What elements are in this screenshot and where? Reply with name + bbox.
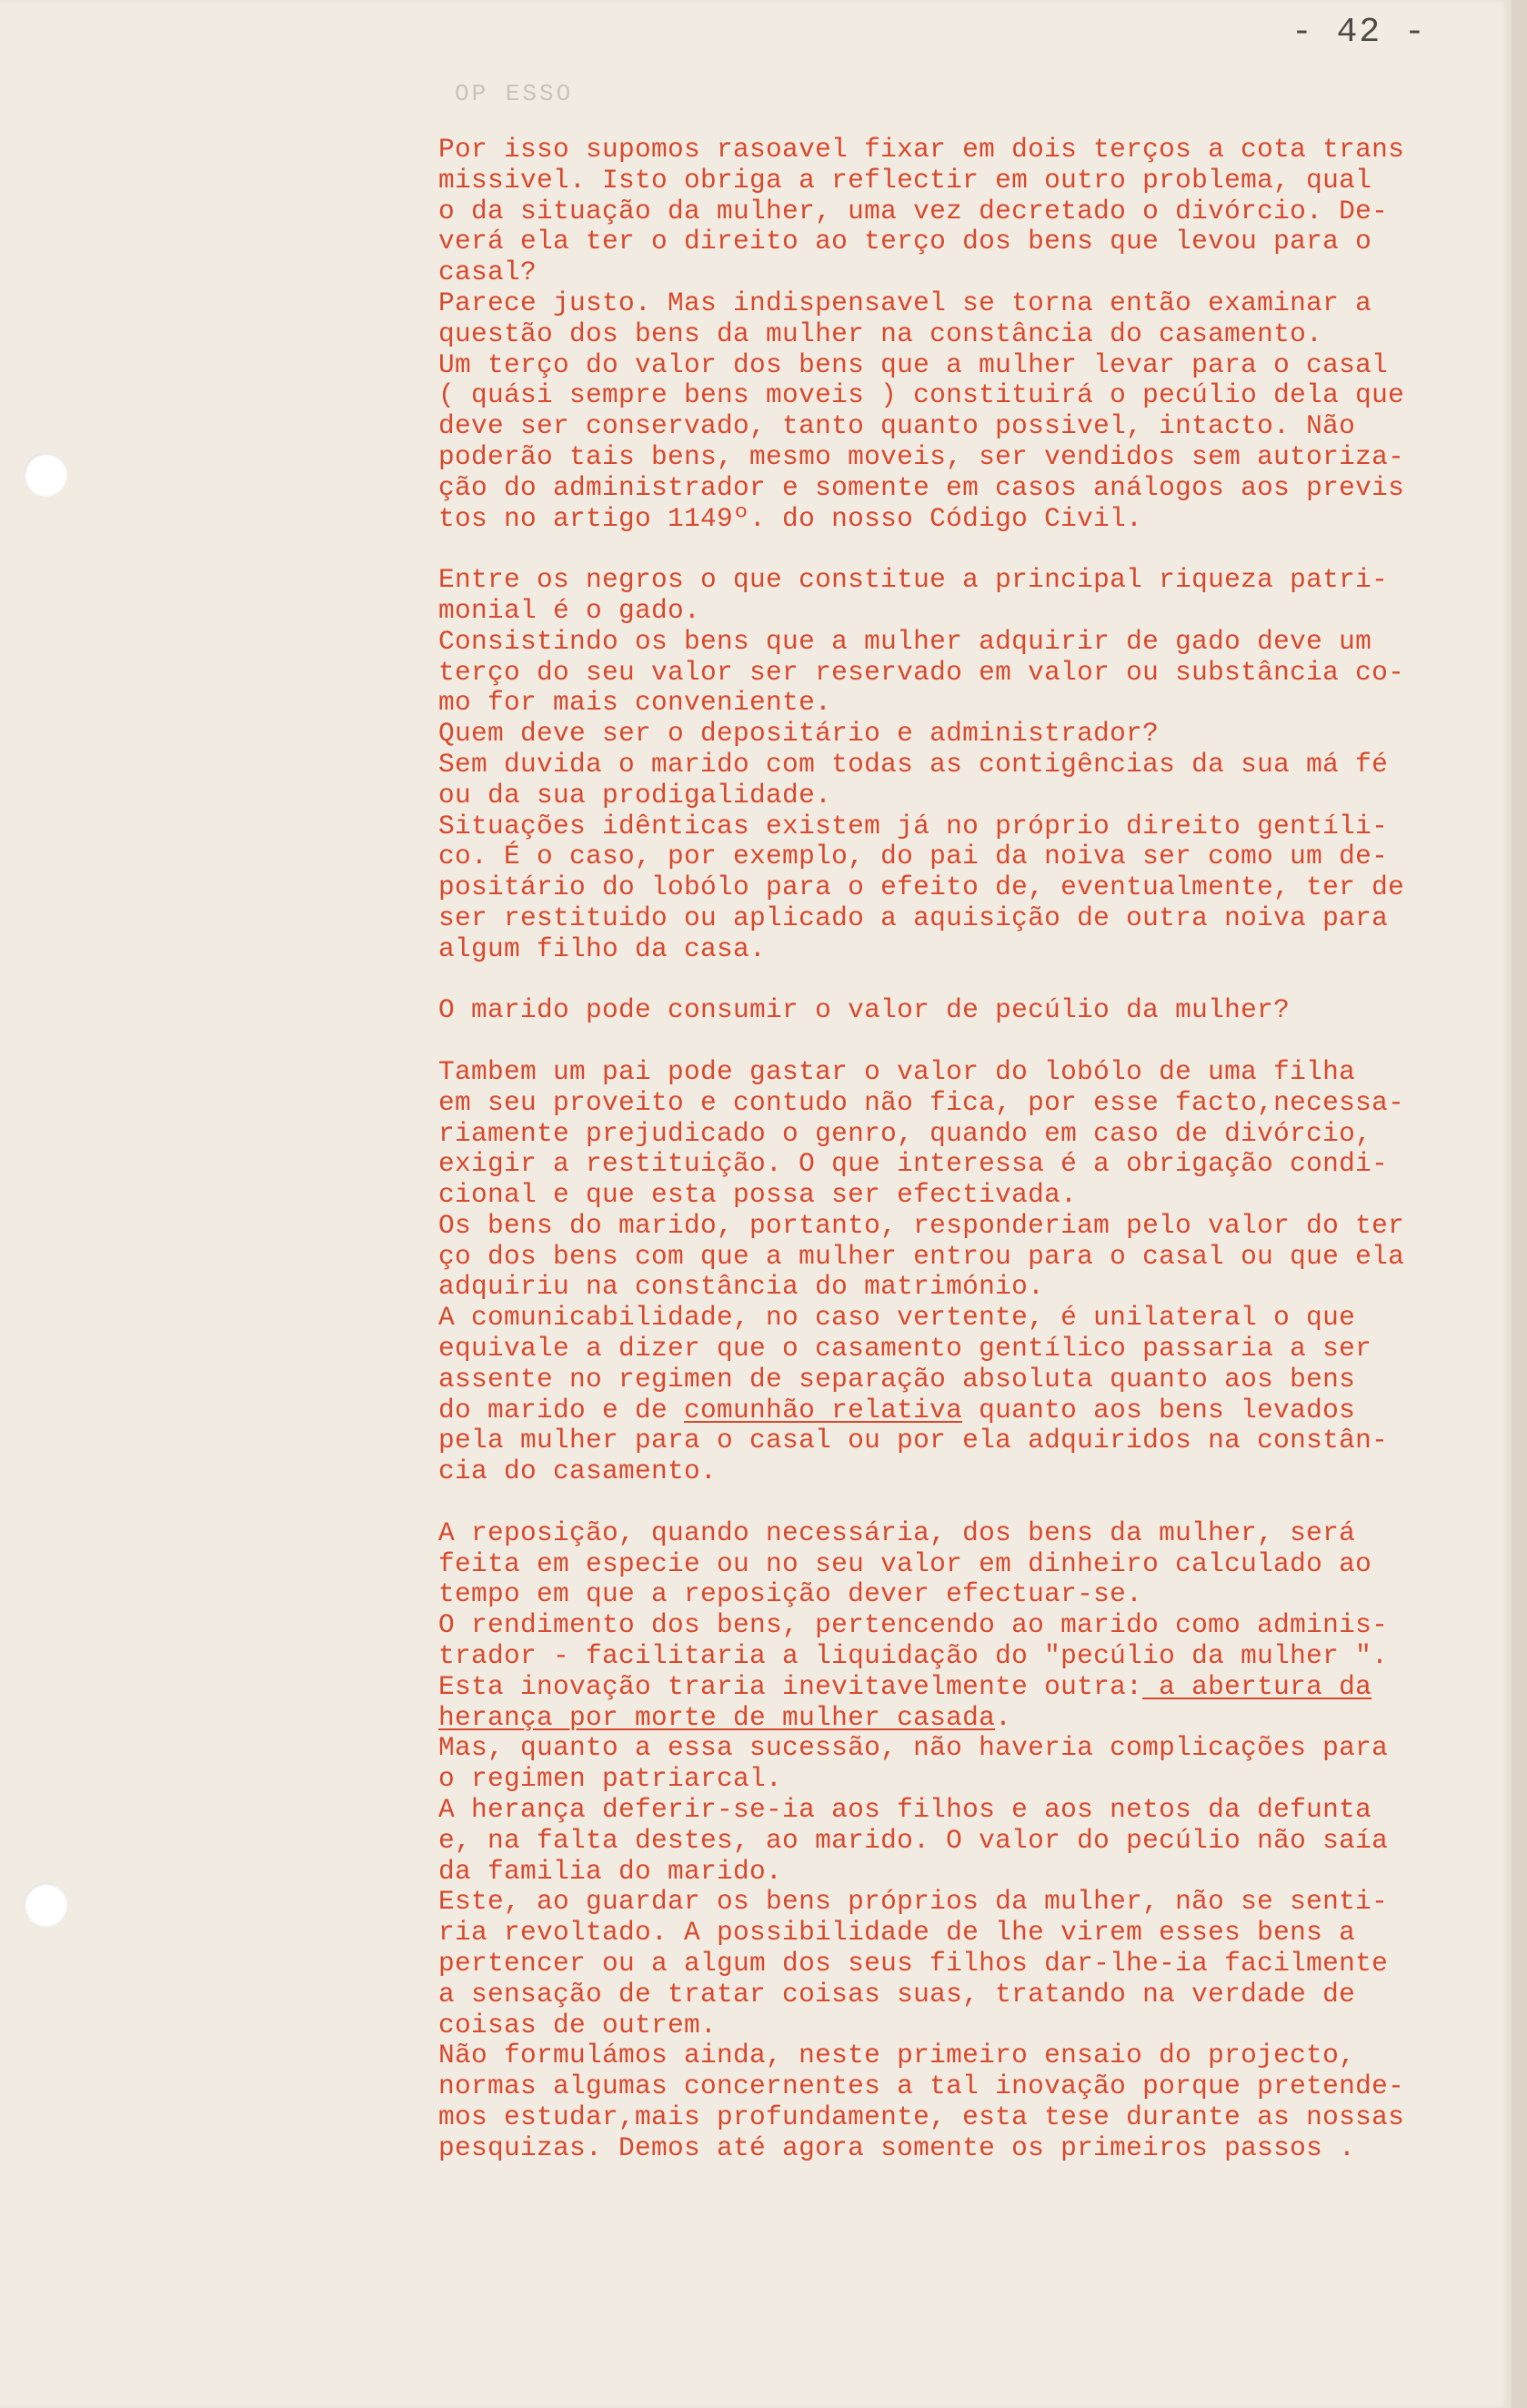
line-text: Sem duvida o marido com todas as contigências da sua má fé [438, 748, 1389, 780]
text-line [438, 1088, 1512, 1119]
line-text: Consistindo os bens que a mulher adquirir de gado deve um [438, 625, 1372, 657]
text-line [438, 1764, 1512, 1795]
line-text: Este, ao guardar os bens próprios da mulher, não se senti- [438, 1886, 1389, 1918]
line-text: verá ela ter o direito ao terço dos bens que levou para o [438, 226, 1372, 257]
line-text: cional e que esta possa ser efectivada. [438, 1179, 1078, 1211]
text-line [438, 1518, 1512, 1549]
line-text: ço dos bens com que a mulher entrou para o casal ou que ela [438, 1240, 1405, 1272]
text-line [438, 1456, 1512, 1487]
text-line [438, 2071, 1512, 2102]
line-text: questão dos bens da mulher na constância do casamento. [438, 317, 1323, 349]
text-line [438, 565, 1512, 596]
line-text: ( quási sempre bens moveis ) constituirá o pecúlio dela que [438, 379, 1405, 411]
line-text: Tambem um pai pode gastar o valor do lobólo de uma filha [438, 1055, 1356, 1087]
paragraph-gap [438, 965, 1512, 996]
line-text: pertencer ou a algum dos seus filhos dar-lhe-ia facilmente [438, 1948, 1389, 1980]
page-edge [1512, 0, 1527, 2408]
text-line [438, 411, 1512, 442]
text-line [438, 1795, 1512, 1826]
text-line [438, 473, 1512, 504]
line-text: terço do seu valor ser reservado em valor ou substância co- [438, 656, 1405, 688]
text-line [438, 1272, 1512, 1303]
punch-hole [24, 453, 67, 497]
line-text: tos no artigo 1149º. do nosso Código Civil. [438, 502, 1143, 534]
text-line [438, 1211, 1512, 1242]
text-line [438, 2133, 1512, 2164]
text-line [438, 1949, 1512, 1980]
text-line [438, 1672, 1512, 1703]
line-text: casal? [438, 257, 537, 288]
text-line [438, 1426, 1512, 1456]
text-line [438, 1365, 1512, 1395]
line-text: adquiriu na constância do matrimónio. [438, 1271, 1045, 1303]
line-text: Mas, quanto a essa sucessão, não haveria complicações para [438, 1732, 1389, 1764]
text-line [438, 1057, 1512, 1088]
text-line [438, 1733, 1512, 1764]
line-text: e, na falta destes, ao marido. O valor do pecúlio não saía [438, 1824, 1389, 1856]
line-text: Os bens do marido, portanto, responderiam pelo valor do ter [438, 1209, 1405, 1241]
line-text: Por isso supomos rasoavel fixar em dois terços a cota trans [438, 134, 1405, 165]
text-line [438, 1149, 1512, 1180]
line-text: missivel. Isto obriga a reflectir em outro problema, qual [438, 164, 1372, 196]
text-line [438, 1857, 1512, 1888]
underlined-text: herança por morte de mulher casada [438, 1701, 996, 1733]
line-text: Entre os negros o que constitue a principal riqueza patri- [438, 564, 1389, 596]
line-text: Parece justo. Mas indispensavel se torna então examinar a [438, 287, 1372, 318]
line-text: o regimen patriarcal. [438, 1763, 783, 1795]
line-text-tail: . [995, 1701, 1012, 1733]
line-text: ser restituido ou aplicado a aquisição de outra noiva para [438, 902, 1389, 933]
line-text: em seu proveito e contudo não fica, por esse facto,necessa- [438, 1086, 1405, 1118]
line-text: assente no regimen de separação absoluta quanto aos bens [438, 1363, 1356, 1395]
text-line [438, 1703, 1512, 1734]
line-text: equivale a dizer que o casamento gentílico passaria a ser [438, 1333, 1372, 1365]
text-line [438, 1918, 1512, 1949]
line-text: pela mulher para o casal ou por ela adquiridos na constân- [438, 1425, 1389, 1456]
line-text: o da situação da mulher, uma vez decretado o divórcio. De- [438, 195, 1389, 227]
text-line [438, 1303, 1512, 1334]
text-line [438, 1395, 1512, 1426]
text-line [438, 1119, 1512, 1150]
text-line [438, 1549, 1512, 1580]
text-line [438, 288, 1512, 319]
line-text: positário do lobólo para o efeito de, eventualmente, ter de [438, 872, 1405, 903]
text-line [438, 658, 1512, 689]
page-number: - 42 - [1291, 13, 1427, 52]
line-text: ou da sua prodigalidade. [438, 779, 832, 811]
text-line [438, 872, 1512, 903]
line-text: cia do casamento. [438, 1456, 718, 1487]
text-line [438, 2040, 1512, 2071]
text-line [438, 1826, 1512, 1857]
line-text: normas algumas concernentes a tal inovação porque pretende- [438, 2070, 1405, 2102]
text-line [438, 1641, 1512, 1672]
line-text: Quem deve ser o depositário e administrador? [438, 718, 1160, 750]
text-line [438, 811, 1512, 842]
line-text: co. É o caso, por exemplo, do pai da noiva ser como um de- [438, 841, 1389, 872]
text-line [438, 1180, 1512, 1211]
text-line [438, 227, 1512, 257]
punch-hole [24, 1883, 67, 1927]
text-line [438, 1242, 1512, 1273]
line-text: riamente prejudicado o genro, quando em caso de divórcio, [438, 1117, 1372, 1149]
text-line [438, 350, 1512, 381]
line-text: A comunicabilidade, no caso vertente, é unilateral o que [438, 1302, 1356, 1334]
paragraph-gap [438, 1026, 1512, 1057]
line-text: Não formulámos ainda, neste primeiro ensaio do projecto, [438, 2040, 1356, 2071]
line-text: deve ser conservado, tanto quanto possivel, intacto. Não [438, 410, 1356, 442]
text-line [438, 2010, 1512, 2041]
text-line [438, 504, 1512, 535]
line-text: do marido e de [438, 1394, 685, 1426]
text-line [438, 257, 1512, 288]
line-text: algum filho da casa. [438, 932, 767, 964]
line-text: da familia do marido. [438, 1855, 783, 1887]
text-line [438, 995, 1512, 1026]
text-line [438, 719, 1512, 750]
text-line [438, 688, 1512, 719]
line-text: Esta inovação traria inevitavelmente outra: [438, 1670, 1143, 1702]
line-text: monial é o gado. [438, 594, 701, 626]
line-text: A herança deferir-se-ia aos filhos e aos netos da defunta [438, 1794, 1372, 1826]
line-text: trador - facilitaria a liquidação do "pecúlio da mulher ". [438, 1640, 1389, 1672]
text-line [438, 903, 1512, 934]
line-text: ção do administrador e somente em casos análogos aos previs [438, 471, 1405, 503]
text-line [438, 750, 1512, 781]
text-line [438, 627, 1512, 658]
line-text: A reposição, quando necessária, dos bens da mulher, será [438, 1516, 1356, 1548]
text-line [438, 442, 1512, 473]
text-line [438, 135, 1512, 166]
bleed-through-text: OP ESSO [455, 80, 574, 107]
text-line [438, 1334, 1512, 1365]
line-text: feita em especie ou no seu valor em dinheiro calculado ao [438, 1547, 1372, 1579]
line-text: mo for mais conveniente. [438, 687, 832, 719]
underlined-text: a abertura da [1142, 1670, 1372, 1702]
line-text: poderão tais bens, mesmo moveis, ser vendidos sem autoriza- [438, 440, 1405, 472]
text-line [438, 196, 1512, 227]
line-text: tempo em que a reposição dever efectuar-se. [438, 1578, 1143, 1610]
line-text: Um terço do valor dos bens que a mulher levar para o casal [438, 348, 1389, 380]
line-text-tail: quanto aos bens levados [962, 1394, 1356, 1426]
text-line [438, 166, 1512, 196]
line-text: pesquizas. Demos até agora somente os primeiros passos . [438, 2131, 1356, 2163]
paragraph-gap [438, 1487, 1512, 1518]
text-line [438, 781, 1512, 811]
line-text: ria revoltado. A possibilidade de lhe virem esses bens a [438, 1917, 1356, 1949]
line-text: O rendimento dos bens, pertencendo ao marido como adminis- [438, 1609, 1389, 1641]
line-text: exigir a restituição. O que interessa é a obrigação condi- [438, 1148, 1389, 1180]
text-line [438, 1980, 1512, 2010]
line-text: Situações idênticas existem já no próprio direito gentíli- [438, 810, 1389, 841]
line-text: coisas de outrem. [438, 2009, 718, 2040]
line-text: a sensação de tratar coisas suas, tratando na verdade de [438, 1978, 1356, 2010]
document-body [438, 135, 1512, 2164]
text-line [438, 2102, 1512, 2133]
line-text: O marido pode consumir o valor de pecúlio da mulher? [438, 994, 1291, 1026]
underlined-text: comunhão relativa [684, 1394, 963, 1426]
text-line [438, 1610, 1512, 1641]
line-text: mos estudar,mais profundamente, esta tese durante as nossas [438, 2101, 1405, 2132]
text-line [438, 319, 1512, 350]
paragraph-gap [438, 534, 1512, 565]
text-line [438, 596, 1512, 627]
text-line [438, 841, 1512, 872]
text-line [438, 1887, 1512, 1918]
text-line [438, 1579, 1512, 1610]
text-line [438, 934, 1512, 965]
text-line [438, 380, 1512, 411]
